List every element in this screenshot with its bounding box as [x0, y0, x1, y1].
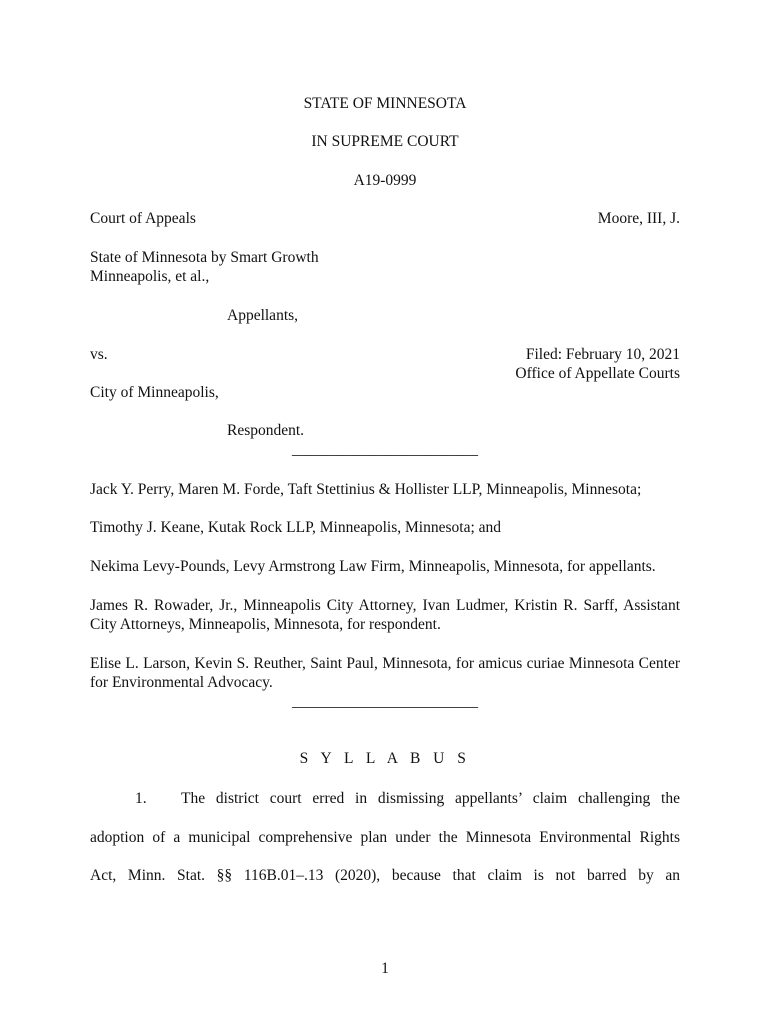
syllabus-line: adoption of a municipal comprehensive plan under the Minnesota Environmental Rights: [90, 829, 680, 846]
counsel-entry: Elise L. Larson, Kevin S. Reuther, Saint Paul, Minnesota, for amicus curiae Minnesota Center for Environmental Advocacy.: [90, 655, 680, 691]
appellant-name-line1: State of Minnesota by Smart Growth: [90, 249, 319, 266]
syllabus-item-number: 1.: [135, 790, 147, 807]
page-number: 1: [381, 960, 389, 977]
syllabus-line: The district court erred in dismissing appellants’ claim challenging the: [181, 790, 680, 807]
counsel-entry: Timothy J. Keane, Kutak Rock LLP, Minneapolis, Minnesota; and: [90, 519, 502, 536]
docket-number: A19-0999: [353, 172, 417, 189]
appellant-name-line2: Minneapolis, et al.,: [90, 268, 210, 285]
counsel-entry: Nekima Levy-Pounds, Levy Armstrong Law Firm, Minneapolis, Minnesota, for appellants.: [90, 558, 656, 575]
versus-label: vs.: [90, 346, 108, 363]
counsel-entry: Jack Y. Perry, Maren M. Forde, Taft Stettinius & Hollister LLP, Minneapolis, Minnesota;: [90, 481, 642, 498]
respondent-label: Respondent.: [227, 422, 305, 439]
divider-line-bottom: ________________________: [292, 693, 478, 710]
office-name: Office of Appellate Courts: [515, 365, 680, 382]
respondent-name: City of Minneapolis,: [90, 384, 219, 401]
syllabus-line: Act, Minn. Stat. §§ 116B.01–.13 (2020), because that claim is not barred by an: [90, 867, 680, 884]
court-heading: IN SUPREME COURT: [311, 133, 459, 150]
syllabus-heading: S Y L L A B U S: [299, 750, 471, 767]
counsel-entry: James R. Rowader, Jr., Minneapolis City Attorney, Ivan Ludmer, Kristin R. Sarff, Assistant City Attorneys, Minneapolis, Minnesota, for respondent.: [90, 597, 680, 633]
appellants-label: Appellants,: [227, 307, 299, 324]
divider-line-top: ________________________: [292, 441, 478, 458]
state-heading: STATE OF MINNESOTA: [303, 95, 467, 112]
filed-date: Filed: February 10, 2021: [525, 346, 680, 363]
judge-name: Moore, III, J.: [597, 210, 680, 227]
origin-court: Court of Appeals: [90, 210, 196, 227]
